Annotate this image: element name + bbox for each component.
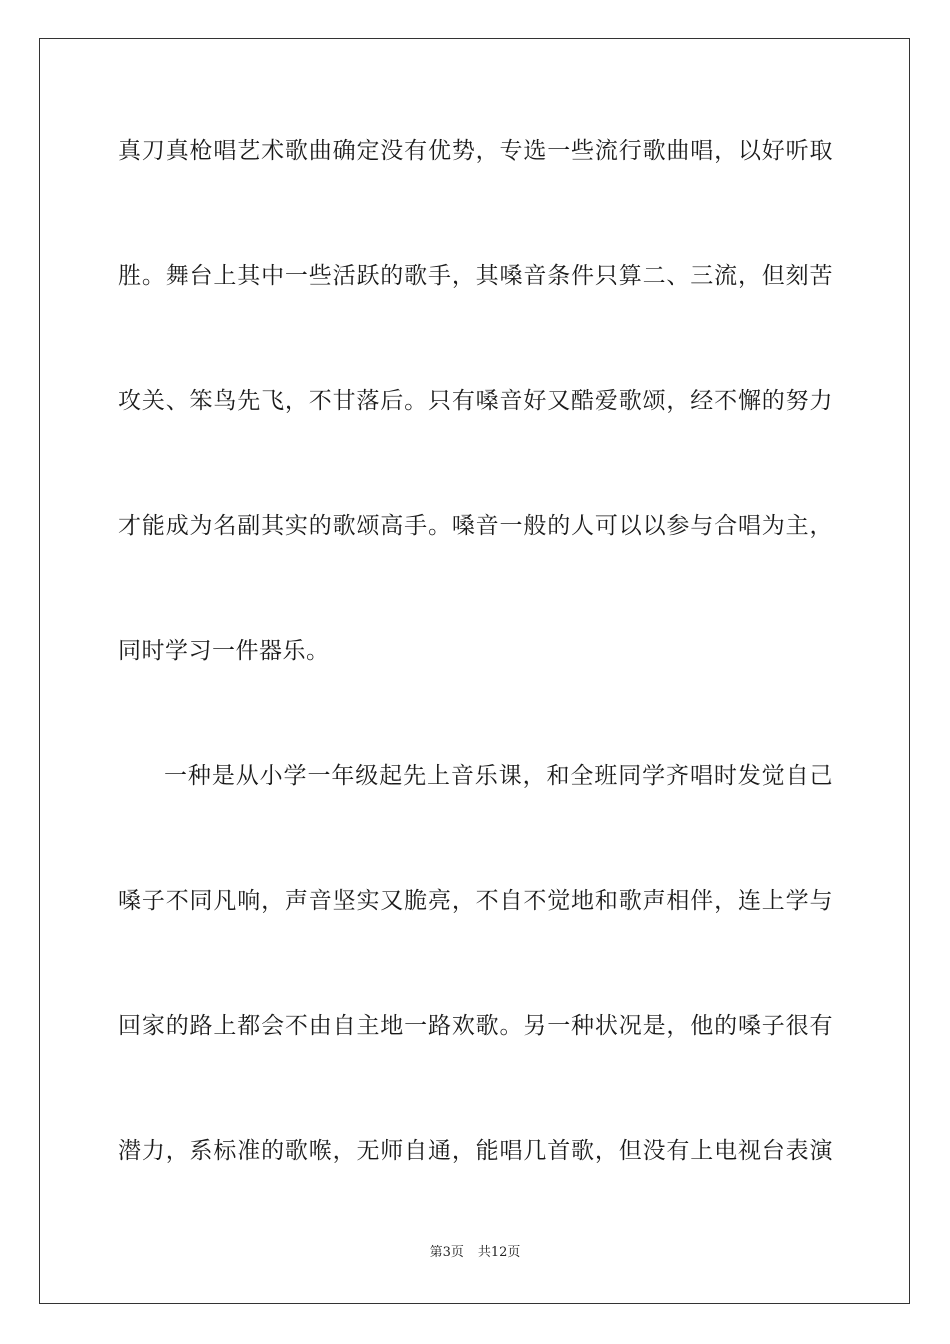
text-line: 胜。舞台上其中一些活跃的歌手，其嗓音条件只算二、三流，但刻苦 [118, 263, 833, 289]
page-total: 共12页 [477, 1245, 521, 1260]
text-line: 真刀真枪唱艺术歌曲确定没有优势，专选一些流行歌曲唱，以好听取 [118, 138, 833, 164]
text-line: 攻关、笨鸟先飞，不甘落后。只有嗓音好又酷爱歌颂，经不懈的努力 [118, 388, 833, 414]
page-border [39, 38, 910, 1304]
text-line: 回家的路上都会不由自主地一路欢歌。另一种状况是，他的嗓子很有 [118, 1013, 833, 1039]
page-number: 第3页 [429, 1245, 464, 1260]
text-line: 才能成为名副其实的歌颂高手。嗓音一般的人可以以参与合唱为主， [118, 513, 833, 539]
text-line: 同时学习一件器乐。 [118, 638, 330, 664]
paragraph-first-line: 一种是从小学一年级起先上音乐课，和全班同学齐唱时发觉自己 [164, 763, 833, 789]
text-line: 嗓子不同凡响，声音坚实又脆亮，不自不觉地和歌声相伴，连上学与 [118, 888, 833, 914]
text-line: 潜力，系标准的歌喉，无师自通，能唱几首歌，但没有上电视台表演 [118, 1138, 833, 1164]
page-footer [0, 1244, 950, 1262]
